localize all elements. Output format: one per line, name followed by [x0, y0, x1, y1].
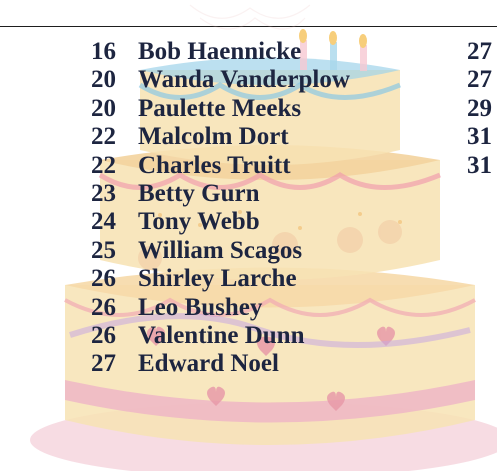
day-number: 27 — [91, 350, 116, 378]
list-item — [0, 350, 497, 378]
person-name: Wanda Vanderplow — [138, 66, 350, 94]
list-item — [0, 322, 497, 350]
person-name: Malcolm Dort — [138, 123, 289, 151]
person-name: Charles Truitt — [138, 151, 291, 179]
day-number: 22 — [91, 151, 116, 179]
day-number-right: 31 — [467, 123, 492, 151]
day-number-right: 29 — [467, 94, 492, 122]
day-number: 24 — [91, 208, 116, 236]
list-item — [0, 294, 497, 322]
list-item — [0, 152, 497, 180]
list-item — [0, 237, 497, 265]
list-item — [0, 38, 497, 66]
day-number-right: 27 — [467, 38, 492, 65]
person-name: Bob Haennicke — [138, 38, 302, 65]
list-item — [0, 66, 497, 94]
list-item — [0, 95, 497, 123]
day-number: 26 — [91, 293, 116, 321]
birthday-list — [0, 38, 497, 379]
person-name: Betty Gurn — [138, 179, 260, 207]
day-number: 26 — [91, 265, 116, 293]
day-number: 16 — [91, 38, 116, 65]
person-name: Valentine Dunn — [138, 321, 305, 349]
person-name: Shirley Larche — [138, 265, 297, 293]
day-number: 23 — [91, 179, 116, 207]
day-number: 22 — [91, 123, 116, 151]
person-name: Edward Noel — [138, 350, 279, 378]
day-number-right: 27 — [467, 66, 492, 94]
day-number-right: 31 — [467, 151, 492, 179]
list-item — [0, 208, 497, 236]
day-number: 20 — [91, 94, 116, 122]
person-name: Leo Bushey — [138, 293, 263, 321]
person-name: Paulette Meeks — [138, 94, 302, 122]
list-item — [0, 265, 497, 293]
day-number: 25 — [91, 236, 116, 264]
list-item — [0, 180, 497, 208]
day-number: 26 — [91, 321, 116, 349]
day-number: 20 — [91, 66, 116, 94]
list-item — [0, 123, 497, 151]
person-name: William Scagos — [138, 236, 303, 264]
person-name: Tony Webb — [138, 208, 260, 236]
